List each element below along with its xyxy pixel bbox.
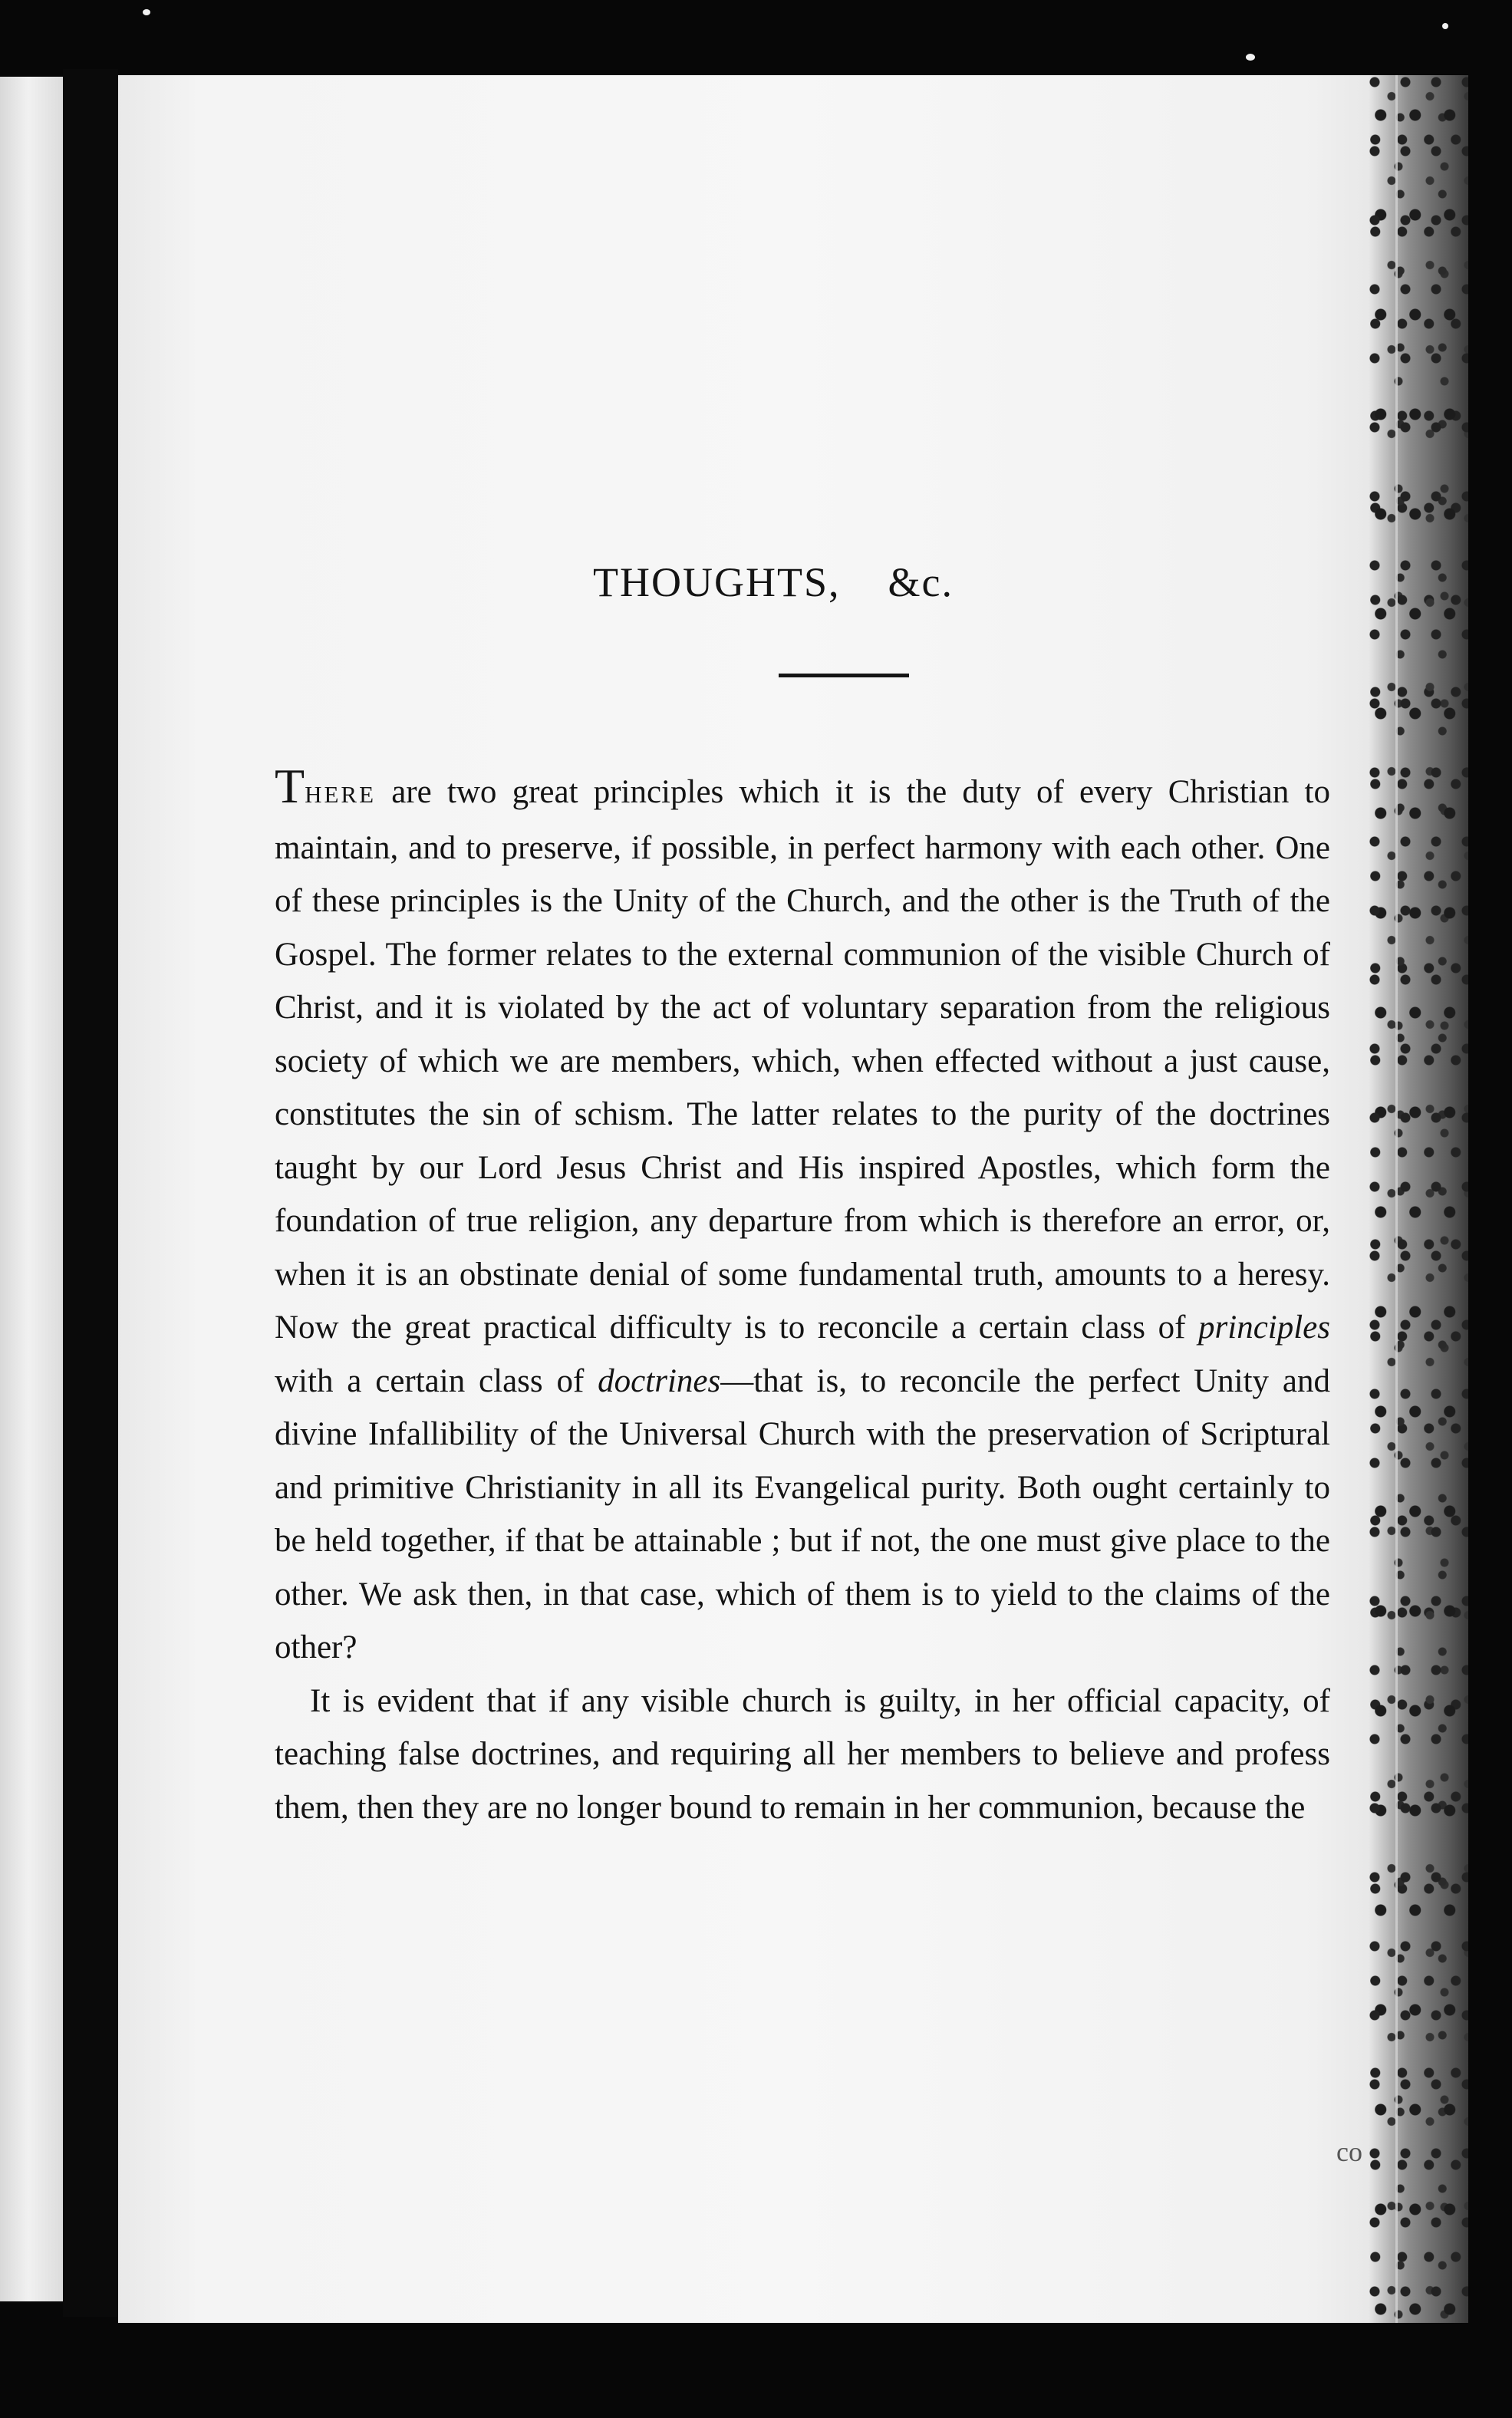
- scan-speck: [1246, 54, 1255, 61]
- book-gutter: [63, 69, 118, 2317]
- page-heading: [275, 558, 1272, 606]
- heading-title: THOUGHTS,: [593, 559, 841, 605]
- paragraph-1-text-b: with a certain class of: [275, 1362, 598, 1399]
- book-page: [118, 75, 1468, 2323]
- body-text: [275, 759, 1330, 1834]
- page-fore-edge: [1369, 75, 1468, 2323]
- facing-page-edge: [0, 77, 63, 2301]
- paragraph-2-text: It is evident that if any visible church is guilty, in her official capacity, of teaching false doctrines, and requiring all her members to believe and profess them, then they are no longer bound to remain in her communion, because the: [275, 1682, 1330, 1826]
- italic-principles: principles: [1198, 1309, 1330, 1346]
- italic-doctrines: doctrines: [598, 1362, 721, 1399]
- catchword: co: [1336, 2136, 1362, 2167]
- paragraph-1-text-a: are two great principles which it is the duty of every Christian to maintain, and to preserve, if possible, in perfect harmony with each other. One of these principles is the Unity of the Church, and the other is the Truth of the Gospel. The former relates to the external communion of the visible Church of Christ, and it is violated by the act of voluntary separation from the religious society of which we are members, which, when effected without a just cause, constitutes the sin of schism. The latter relates to the purity of the doctrines taught by our Lord Jesus Christ and His inspired Apostles, which form the foundation of true religion, any departure from which is therefore an error, or, when it is an obstinate denial of some fundamental truth, amounts to a heresy. Now the great practical difficulty is to reconcile a certain class of: [275, 774, 1330, 1346]
- paragraph-1-text-c: —that is, to reconcile the perfect Unity and divine Infallibility of the Universal Church with the preservation of Scriptural and primitive Christianity in all its Evangelical purity. Both ought certainly to be held together, if that be attainable ; but if not, the one must give place to the other. We ask then, in that case, which of them is to yield to the claims of the other?: [275, 1362, 1330, 1665]
- heading-rule: [779, 674, 909, 677]
- page-edge-line: [1395, 75, 1398, 2323]
- heading-etc: &c.: [888, 559, 954, 605]
- paragraph-2: [275, 1675, 1330, 1835]
- paragraph-1: [275, 759, 1330, 1675]
- scan-speck: [143, 9, 150, 15]
- drop-cap: T: [275, 759, 305, 813]
- small-caps-word: HERE: [305, 781, 377, 808]
- scan-speck: [1442, 23, 1448, 29]
